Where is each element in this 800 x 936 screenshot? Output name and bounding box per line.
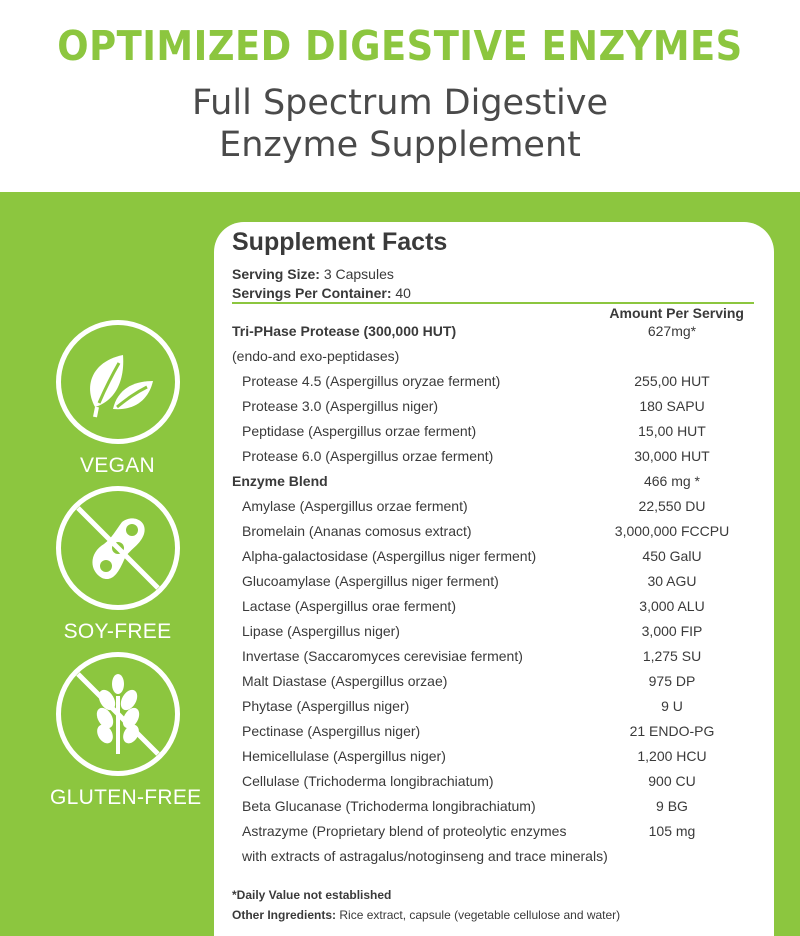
ingredient-amount: 255,00 HUT [634,373,710,389]
ingredient-name: Protease 3.0 (Aspergillus niger) [242,398,439,414]
ingredient-amount: 466 mg * [643,473,701,489]
wheat-icon [56,652,180,776]
ingredient-name: Lipase (Aspergillus niger) [242,623,400,639]
ingredient-amount: 3,000 FIP [641,623,703,639]
ingredient-amount: 1,200 HCU [637,748,707,764]
ingredient-amount: 30 AGU [647,573,697,589]
serving-size [232,266,394,282]
ingredient-name: Beta Glucanase (Trichoderma longibrachiatum) [242,798,536,814]
ingredient-name: Malt Diastase (Aspergillus orzae) [242,673,448,689]
ingredient-amount: 3,000,000 FCCPU [614,523,730,539]
subhead-line-1: Full Spectrum Digestive [191,83,609,123]
ingredient-amount: 21 ENDO-PG [629,723,715,739]
gluten-free-label: GLUTEN-FREE [50,786,202,809]
table-row [232,698,772,720]
ingredient-amount: 180 SAPU [639,398,705,414]
table-row [232,798,772,820]
ingredient-amount: 1,275 SU [642,648,702,664]
vegan-label: VEGAN [79,454,156,477]
ingredient-name: Enzyme Blend [232,473,328,489]
ingredient-amount: 9 U [661,698,683,714]
table-row [232,348,772,370]
servings-value: 40 [395,285,411,301]
table-row [232,573,772,595]
gluten-free-badge [50,652,202,810]
table-row [232,498,772,520]
ingredient-name: Peptidase (Aspergillus orzae ferment) [242,423,477,439]
ingredient-amount: 975 DP [648,673,696,689]
ingredient-amount: 627mg* [647,323,697,339]
serving-size-value: 3 Capsules [323,266,394,282]
servings-label: Servings Per Container: [232,285,392,301]
ingredient-name: (endo-and exo-peptidases) [232,348,400,364]
table-row [232,523,772,545]
vegan-badge [50,320,185,478]
table-row [232,473,772,495]
ingredient-name: Tri-PHase Protease (300,000 HUT) [232,323,457,339]
ingredient-amount: 9 BG [656,798,688,814]
table-row [232,373,772,395]
table-row [232,398,772,420]
ingredient-name: with extracts of astragalus/notoginseng and trace minerals) [242,848,608,864]
ingredient-amount: 900 CU [648,773,696,789]
headline: OPTIMIZED DIGESTIVE ENZYMES [57,22,743,70]
table-row [232,548,772,570]
table-row [232,648,772,670]
supplement-facts-panel [214,222,774,936]
soy-free-badge [50,486,185,644]
ingredient-name: Astrazyme (Proprietary blend of proteolytic enzymes [242,823,567,839]
table-row [232,723,772,745]
table-row [232,448,772,470]
ingredient-name: Invertase (Saccaromyces cerevisiae ferment) [242,648,523,664]
ingredient-amount: 105 mg [648,823,696,839]
table-row [232,623,772,645]
table-row [232,773,772,795]
ingredient-name: Glucoamylase (Aspergillus niger ferment) [242,573,499,589]
leaves-icon [56,320,180,444]
header [0,0,800,192]
facts-title: Supplement Facts [232,228,448,256]
ingredient-amount: 450 GalU [642,548,702,564]
table-row [232,423,772,445]
table-row [232,848,772,870]
ingredient-name: Lactase (Aspergillus orae ferment) [242,598,456,614]
amount-per-serving-header: Amount Per Serving [609,305,744,321]
table-row [232,748,772,770]
serving-size-label: Serving Size: [232,266,320,282]
ingredient-name: Pectinase (Aspergillus niger) [242,723,421,739]
ingredient-name: Hemicellulase (Aspergillus niger) [242,748,446,764]
ingredient-amount: 30,000 HUT [634,448,710,464]
ingredient-name: Phytase (Aspergillus niger) [242,698,410,714]
ingredient-name: Cellulase (Trichoderma longibrachiatum) [242,773,494,789]
ingredient-name: Alpha-galactosidase (Aspergillus niger ferment) [242,548,537,564]
subheadline [0,82,800,166]
table-row [232,673,772,695]
no-soybean-icon [56,486,180,610]
table-row [232,598,772,620]
daily-value-footnote: *Daily Value not established [232,888,392,902]
ingredient-name: Protease 6.0 (Aspergillus orzae ferment) [242,448,494,464]
ingredient-amount: 3,000 ALU [639,598,705,614]
ingredient-amount: 15,00 HUT [638,423,706,439]
soy-free-label: SOY-FREE [63,620,172,643]
servings-per-container [232,285,411,301]
other-ingredients-value: Rice extract, capsule (vegetable cellulose and water) [339,908,621,922]
ingredient-name: Amylase (Aspergillus orzae ferment) [242,498,468,514]
table-row [232,323,772,345]
ingredient-amount: 22,550 DU [638,498,706,514]
table-row [232,823,772,845]
other-ingredients-label: Other Ingredients: [232,908,337,922]
other-ingredients [232,908,620,922]
ingredient-name: Bromelain (Ananas comosus extract) [242,523,472,539]
ingredient-name: Protease 4.5 (Aspergillus oryzae ferment) [242,373,501,389]
subhead-line-2: Enzyme Supplement [219,125,581,165]
divider-rule [232,302,754,304]
